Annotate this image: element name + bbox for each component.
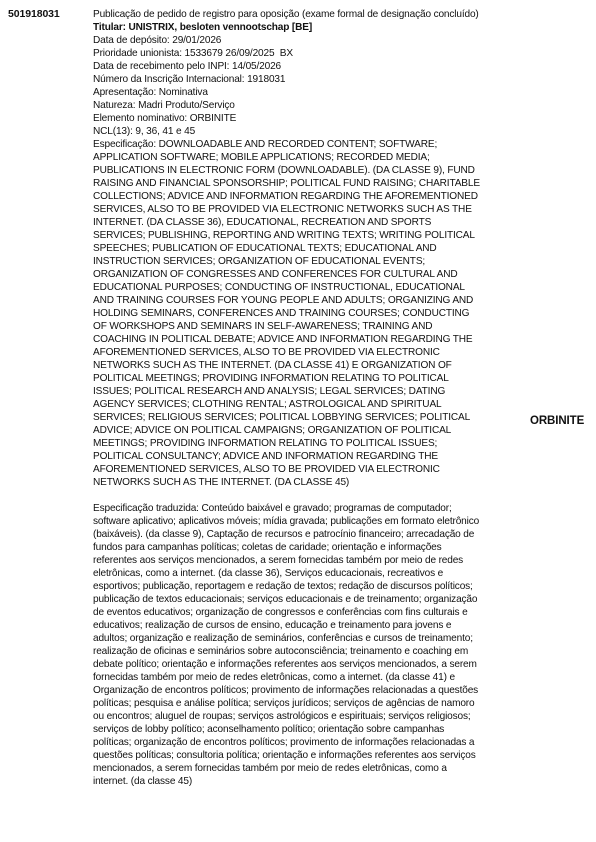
specification-line: AFOREMENTIONED SERVICES, ALSO TO BE PROVIDED VIA ELECTRONIC [93, 464, 440, 475]
specification-line: SERVICES; PUBLISHING, REPORTING AND WRITING TEXTS; WRITING POLITICAL [93, 230, 475, 241]
translated-specification-line: internet. (da classe 45) [93, 776, 193, 787]
translated-specification-line: software aplicativo; aplicativos móveis; mídia gravada; publicações em formato eletrônico [93, 516, 480, 527]
translated-specification-line: Especificação traduzida: Conteúdo baixável e gravado; programas de computador; [93, 503, 452, 514]
translated-specification-line: questões políticas; consultoria política; orientação e informações referentes aos serviços [93, 750, 476, 761]
specification-line: SERVICES, ALSO TO BE PROVIDED VIA ELECTRONIC NETWORKS SUCH AS THE [93, 204, 472, 215]
translated-specification-line: Organização de encontros políticos; provimento de informações relacionadas a questões [93, 685, 479, 696]
specification-line: EDUCATIONAL PURPOSES; CONDUCTING OF INSTRUCTIONAL, EDUCATIONAL [93, 282, 465, 293]
specification-line: AGENCY SERVICES; CLOTHING RENTAL; ASTROLOGICAL AND SPIRITUAL [93, 399, 442, 410]
specification-line: RAISING AND FINANCIAL SPONSORSHIP; POLITICAL FUND RAISING; CHARITABLE [93, 178, 480, 189]
specification-line: MEETINGS; PROVIDING INFORMATION RELATING TO POLITICAL ISSUES; [93, 438, 438, 449]
specification [93, 138, 493, 489]
specification-line: INTERNET. (DA CLASSE 36), EDUCATIONAL, RECREATION AND SPORTS [93, 217, 432, 228]
specification-line: COLLECTIONS; ADVICE AND INFORMATION REGARDING THE AFOREMENTIONED [93, 191, 478, 202]
specification-line: APPLICATION SOFTWARE; MOBILE APPLICATIONS; RECORDED MEDIA; [93, 152, 430, 163]
nominative-element: Elemento nominativo: ORBINITE [93, 113, 237, 124]
translated-specification-line: (baixáveis). (da classe 9), Captação de recursos e patrocínio financeiro; arrecadação de [93, 529, 475, 540]
process-number: 501918031 [8, 8, 60, 20]
publication-header: Publicação de pedido de registro para oposição (exame formal de designação concluído) [93, 9, 479, 20]
ncl-classes: NCL(13): 9, 36, 41 e 45 [93, 126, 196, 137]
specification-line: SPEECHES; PUBLICATION OF EDUCATIONAL TEXTS; EDUCATIONAL AND [93, 243, 437, 254]
translated-specification-line: fundos para campanhas políticas; coletas de caridade; orientação e informações [93, 542, 442, 553]
translated-specification-line: fornecidas também por meio de redes eletrônicas, como a internet. (da classe 41) e [93, 672, 455, 683]
titular: Titular: UNISTRIX, besloten vennootschap [BE] [93, 22, 313, 33]
translated-specification-line: esportivos; publicação, reportagem e redação de textos; redação de discursos políticos; [93, 581, 473, 592]
specification-line: Especificação: DOWNLOADABLE AND RECORDED CONTENT; SOFTWARE; [93, 139, 438, 150]
specification-line: HOLDING SEMINARS, CONFERENCES AND TRAINING COURSES; CONDUCTING [93, 308, 470, 319]
international-registration-number: Número da Inscrição Internacional: 1918031 [93, 74, 286, 85]
publication-entry [93, 8, 493, 788]
translated-specification-line: referentes aos serviços mencionados, a serem fornecidas também por meio de redes [93, 555, 464, 566]
translated-specification-line: eletrônicas, como a internet. (da classe 36), Serviços educacionais, recreativos e [93, 568, 444, 579]
translated-specification-line: educativos; realização de cursos de ensino, educação e treinamento para jovens e [93, 620, 452, 631]
translated-specification-line: realização de oficinas e seminários sobre autoconsciência; treinamento e coaching em [93, 646, 469, 657]
specification-line: ORGANIZATION OF CONGRESSES AND CONFERENCES FOR CULTURAL AND [93, 269, 458, 280]
deposit-date: Data de depósito: 29/01/2026 [93, 35, 222, 46]
presentation: Apresentação: Nominativa [93, 87, 208, 98]
receipt-date: Data de recebimento pelo INPI: 14/05/2026 [93, 61, 282, 72]
specification-line: OF WORKSHOPS AND SEMINARS IN SELF-AWARENESS; TRAINING AND [93, 321, 433, 332]
translated-specification-line: ou encontros; aluguel de roupas; serviços astrológicos e espirituais; serviços religiosos; [93, 711, 471, 722]
specification-line: SERVICES; RELIGIOUS SERVICES; POLITICAL LOBBYING SERVICES; POLITICAL [93, 412, 471, 423]
translated-specification-line: de eventos educativos; organização de congressos e conferências com fins culturais e [93, 607, 468, 618]
specification-line: AFOREMENTIONED SERVICES, ALSO TO BE PROVIDED VIA ELECTRONIC [93, 347, 440, 358]
translated-specification-line: debate político; orientação e informações referentes aos serviços mencionados, a serem [93, 659, 477, 670]
translated-specification [93, 502, 493, 788]
specification-line: ISSUES; POLITICAL RESEARCH AND ANALYSIS; LEGAL SERVICES; DATING [93, 386, 446, 397]
specification-line: NETWORKS SUCH AS THE INTERNET. (DA CLASSE 45) [93, 477, 350, 488]
priority: Prioridade unionista: 1533679 26/09/2025 BX [93, 48, 293, 59]
specification-line: INSTRUCTION SERVICES; ORGANIZATION OF EDUCATIONAL EVENTS; [93, 256, 426, 267]
specification-line: ADVICE; ADVICE ON POLITICAL CAMPAIGNS; ORGANIZATION OF POLITICAL [93, 425, 452, 436]
specification-line: POLITICAL CONSULTANCY; ADVICE AND INFORMATION REGARDING THE [93, 451, 438, 462]
mark-text: ORBINITE [530, 415, 585, 427]
nature: Natureza: Madri Produto/Serviço [93, 100, 235, 111]
translated-specification-line: adultos; organização e realização de seminários, conferências e cursos de treinamento; [93, 633, 473, 644]
specification-line: PUBLICATIONS IN ELECTRONIC FORM (DOWNLOADABLE). (DA CLASSE 9), FUND [93, 165, 475, 176]
specification-line: AND TRAINING COURSES FOR YOUNG PEOPLE AND ADULTS; ORGANIZING AND [93, 295, 474, 306]
translated-specification-line: políticas; organização de encontros políticos; provimento de informações relacionadas a [93, 737, 475, 748]
translated-specification-line: serviços de lobby político; aconselhamento político; orientação sobre campanhas [93, 724, 445, 735]
translated-specification-line: publicação de textos educacionais; serviços educacionais e de treinamento; organização [93, 594, 478, 605]
specification-line: NETWORKS SUCH AS THE INTERNET. (DA CLASSE 41) E ORGANIZATION OF [93, 360, 452, 371]
translated-specification-line: mencionados, a serem fornecidas também por meio de redes eletrônicas, como a [93, 763, 447, 774]
translated-specification-line: políticas; pesquisa e análise política; serviços jurídicos; serviços de agências de namoro [93, 698, 475, 709]
specification-line: COACHING IN POLITICAL DEBATE; ADVICE AND INFORMATION REGARDING THE [93, 334, 473, 345]
specification-line: POLITICAL MEETINGS; PROVIDING INFORMATION RELATING TO POLITICAL [93, 373, 449, 384]
